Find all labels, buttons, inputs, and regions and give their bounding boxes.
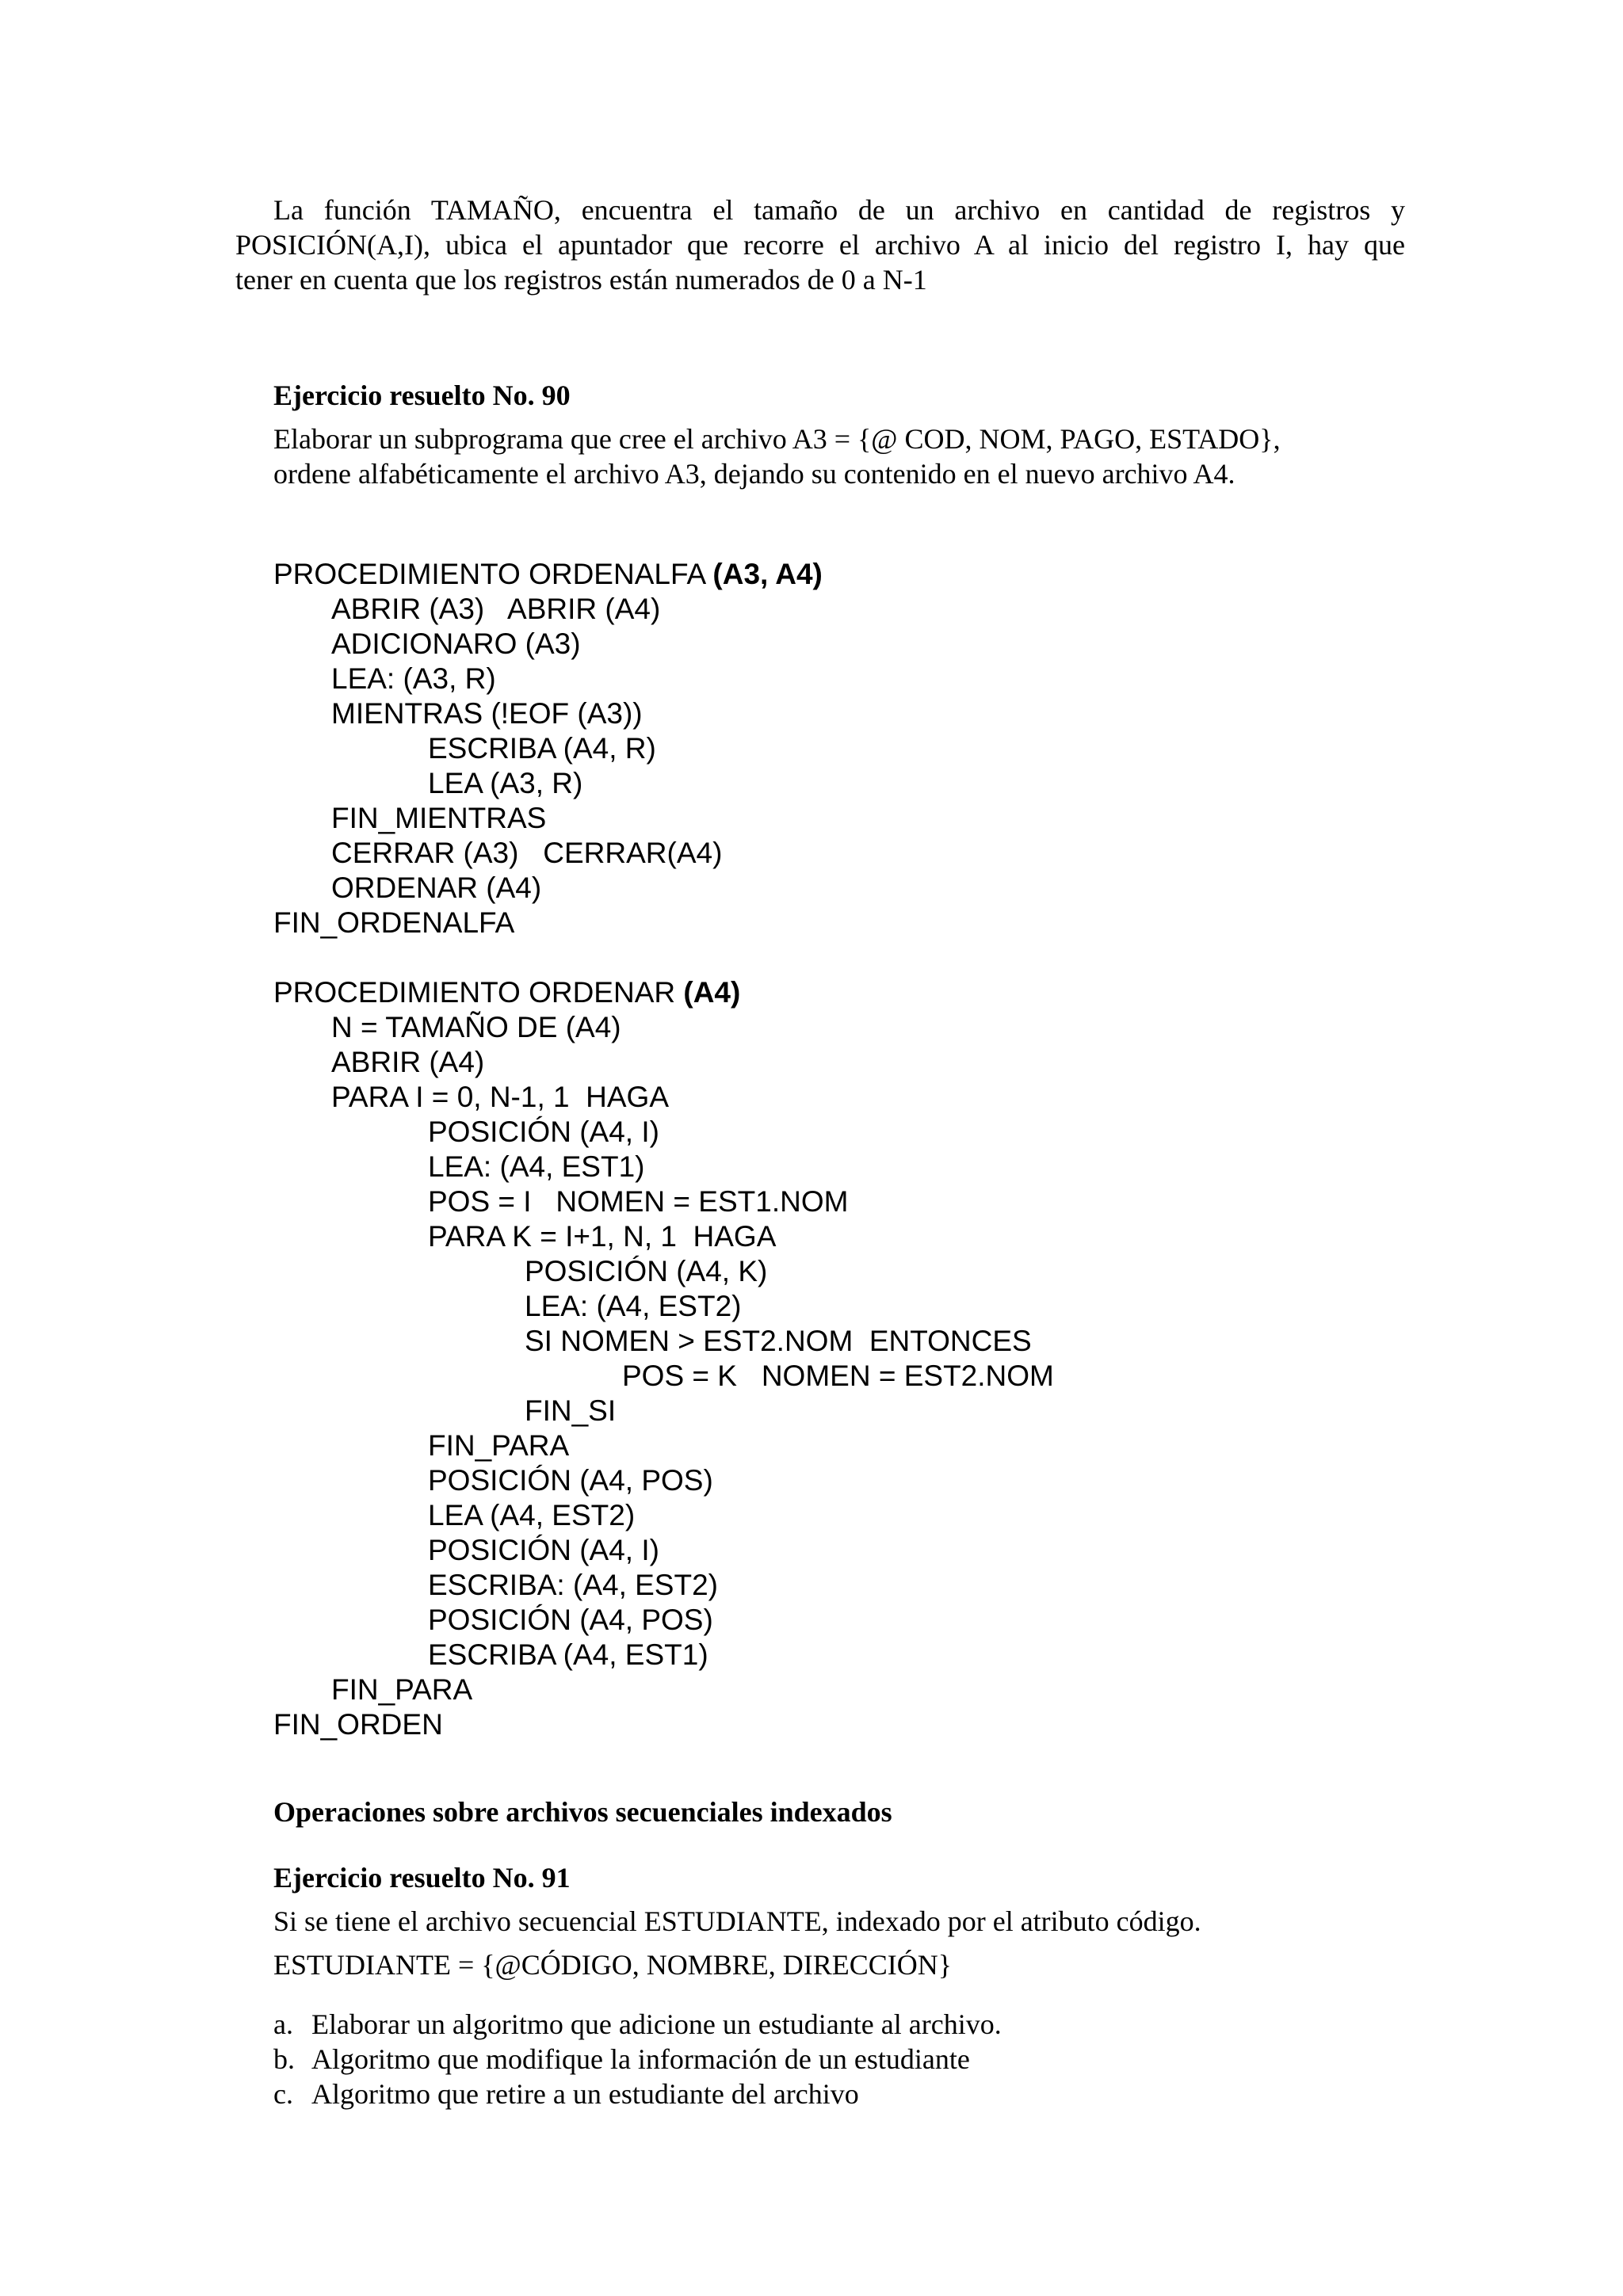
code-line: LEA: (A4, EST1): [428, 1150, 645, 1183]
code-line: FIN_PARA: [331, 1673, 473, 1706]
exercise-90-line: ordene alfabéticamente el archivo A3, dejando su contenido en el nuevo archivo A4.: [273, 458, 1235, 490]
list-item-text: Algoritmo que retire a un estudiante del archivo: [311, 2078, 859, 2110]
code-line: ESCRIBA (A4, R): [428, 732, 656, 765]
code-line: MIENTRAS (!EOF (A3)): [331, 697, 643, 730]
code-header-name: PROCEDIMIENTO ORDENALFA: [273, 558, 713, 590]
list-marker: c.: [273, 2078, 293, 2110]
code-line: N = TAMAÑO DE (A4): [331, 1011, 621, 1043]
code-line: POSICIÓN (A4, POS): [428, 1464, 713, 1497]
code-line: FIN_ORDEN: [273, 1708, 443, 1741]
code-line: PARA K = I+1, N, 1 HAGA: [428, 1220, 777, 1253]
code-line: ABRIR (A3) ABRIR (A4): [331, 593, 661, 625]
exercise-90-heading: Ejercicio resuelto No. 90: [273, 379, 571, 411]
intro-paragraph: [235, 193, 1405, 297]
code-header: [273, 975, 740, 1010]
code-line: LEA (A3, R): [428, 767, 583, 799]
code-line: FIN_SI: [525, 1394, 617, 1427]
code-line: POS = K NOMEN = EST2.NOM: [622, 1360, 1054, 1392]
list-marker: b.: [273, 2043, 295, 2075]
section-heading: Operaciones sobre archivos secuenciales indexados: [273, 1796, 892, 1828]
intro-line: tener en cuenta que los registros están numerados de 0 a N-1: [235, 264, 927, 296]
list-marker: a.: [273, 2008, 293, 2040]
code-line: LEA (A4, EST2): [428, 1499, 636, 1531]
code-line: ESCRIBA: (A4, EST2): [428, 1569, 718, 1601]
code-line: POSICIÓN (A4, I): [428, 1534, 659, 1566]
code-line: LEA: (A4, EST2): [525, 1290, 742, 1322]
intro-line: La función TAMAÑO, encuentra el tamaño de un archivo en cantidad de registros y: [273, 194, 1405, 226]
code-line: ORDENAR (A4): [331, 871, 542, 904]
code-line: CERRAR (A3) CERRAR(A4): [331, 837, 723, 869]
code-line: PARA I = 0, N-1, 1 HAGA: [331, 1081, 670, 1113]
code-line: LEA: (A3, R): [331, 662, 496, 695]
list-item: [273, 2042, 970, 2077]
code-line: ADICIONARO (A3): [331, 627, 581, 660]
list-item-text: Elaborar un algoritmo que adicione un estudiante al archivo.: [311, 2008, 1002, 2040]
code-header: [273, 557, 823, 592]
code-line: SI NOMEN > EST2.NOM ENTONCES: [525, 1325, 1032, 1357]
exercise-91-line: ESTUDIANTE = {@CÓDIGO, NOMBRE, DIRECCIÓN}: [273, 1949, 952, 1981]
list-item: [273, 2077, 859, 2111]
code-line: FIN_MIENTRAS: [331, 802, 547, 834]
code-line: POSICIÓN (A4, POS): [428, 1604, 713, 1636]
code-header-params: (A4): [683, 976, 741, 1009]
intro-line: POSICIÓN(A,I), ubica el apuntador que recorre el archivo A al inicio del registro I, hay que: [235, 229, 1405, 261]
exercise-90-line: Elaborar un subprograma que cree el archivo A3 = {@ COD, NOM, PAGO, ESTADO},: [273, 423, 1281, 455]
code-line: FIN_ORDENALFA: [273, 906, 515, 939]
code-line: POS = I NOMEN = EST1.NOM: [428, 1185, 849, 1218]
exercise-91-line: Si se tiene el archivo secuencial ESTUDIANTE, indexado por el atributo código.: [273, 1905, 1201, 1937]
code-line: POSICIÓN (A4, I): [428, 1116, 659, 1148]
code-header-name: PROCEDIMIENTO ORDENAR: [273, 976, 684, 1009]
code-line: ABRIR (A4): [331, 1046, 485, 1078]
code-header-params: (A3, A4): [712, 558, 823, 590]
list-item-text: Algoritmo que modifique la información de un estudiante: [311, 2043, 970, 2075]
code-line: FIN_PARA: [428, 1429, 570, 1462]
code-line: ESCRIBA (A4, EST1): [428, 1638, 708, 1671]
list-item: [273, 2007, 1002, 2042]
code-line: POSICIÓN (A4, K): [525, 1255, 768, 1287]
exercise-91-heading: Ejercicio resuelto No. 91: [273, 1862, 571, 1894]
